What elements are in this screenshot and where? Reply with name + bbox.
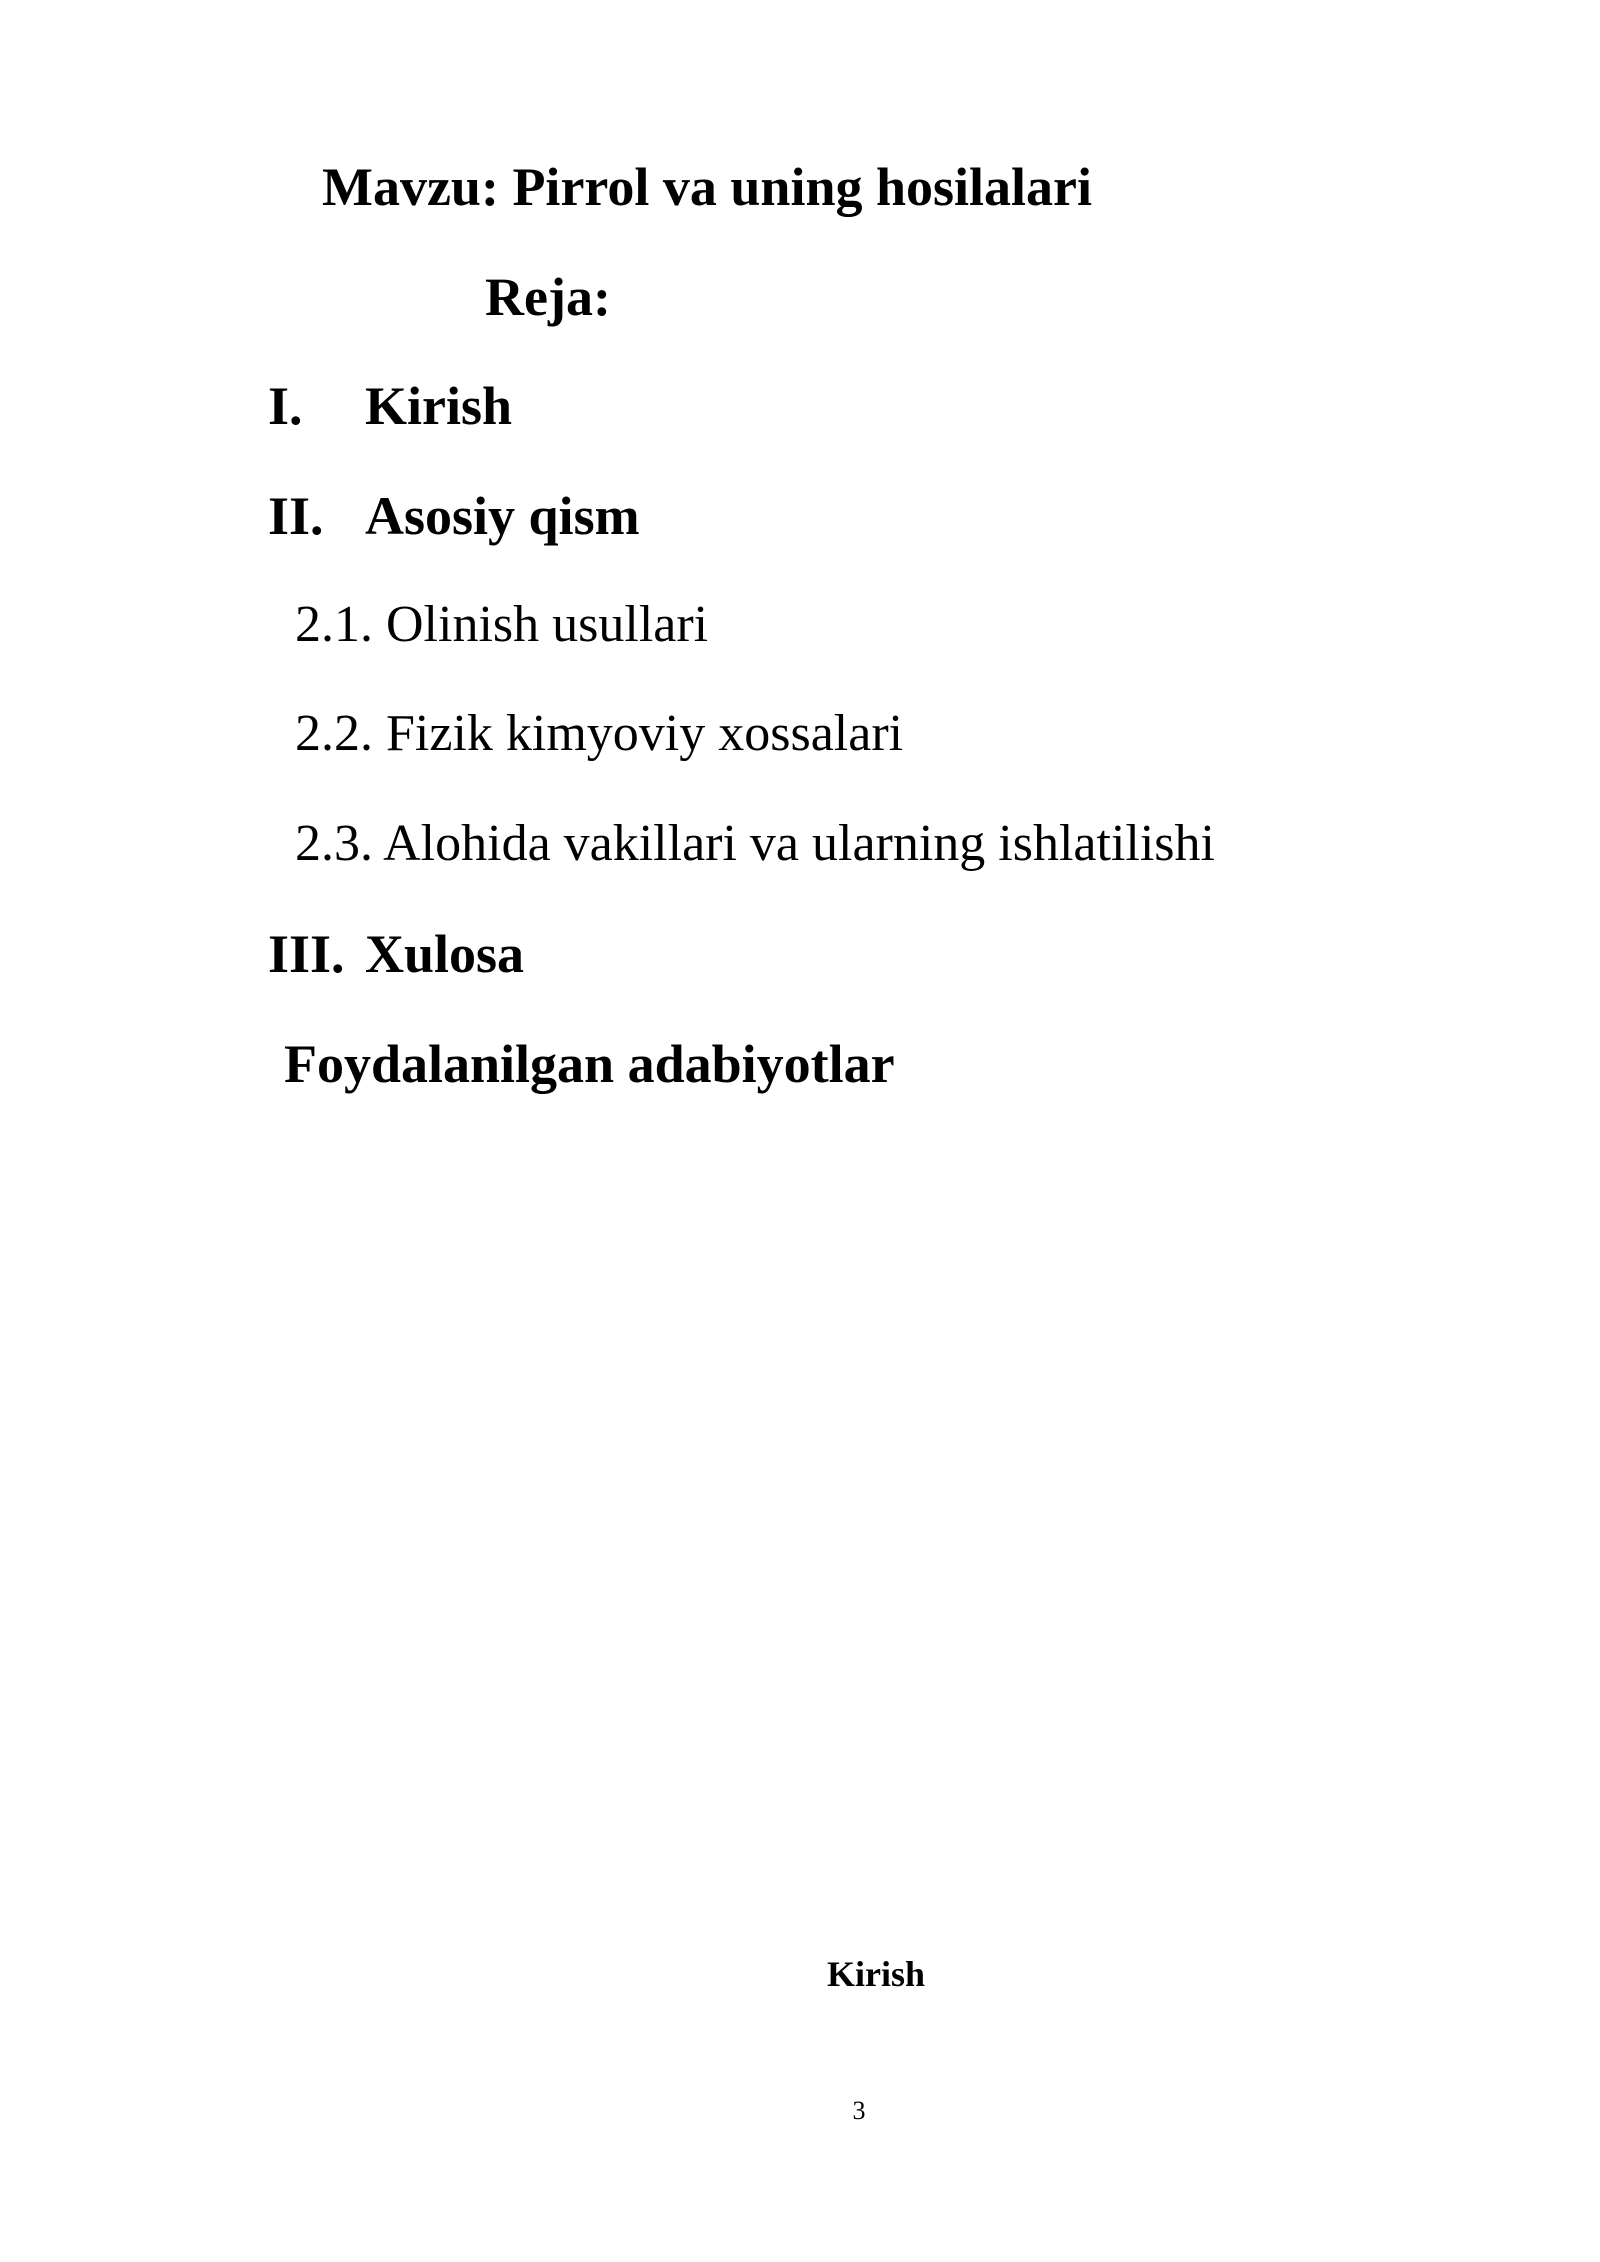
next-section-heading: Kirish — [826, 1954, 925, 1994]
document-title: Mavzu: Pirrol va uning hosilalari — [322, 157, 1093, 217]
toc-subsection-properties: 2.2. Fizik kimyoviy xossalari — [295, 705, 904, 762]
toc-subsection-representatives: 2.3. Alohida vakillari va ularning ishlatilishi — [295, 815, 1215, 872]
toc-section-numeral: III. — [268, 924, 345, 984]
toc-section-label: Kirish — [365, 376, 513, 436]
toc-section-numeral: II. — [268, 486, 324, 546]
toc-subsection-methods: 2.1. Olinish usullari — [295, 596, 709, 653]
references-heading: Foydalanilgan adabiyotlar — [284, 1034, 895, 1094]
toc-section-label: Asosiy qism — [365, 486, 640, 546]
toc-section-label: Xulosa — [365, 924, 525, 984]
plan-heading: Reja: — [485, 267, 611, 327]
toc-section-numeral: I. — [268, 376, 303, 436]
page-number: 3 — [852, 2096, 866, 2125]
